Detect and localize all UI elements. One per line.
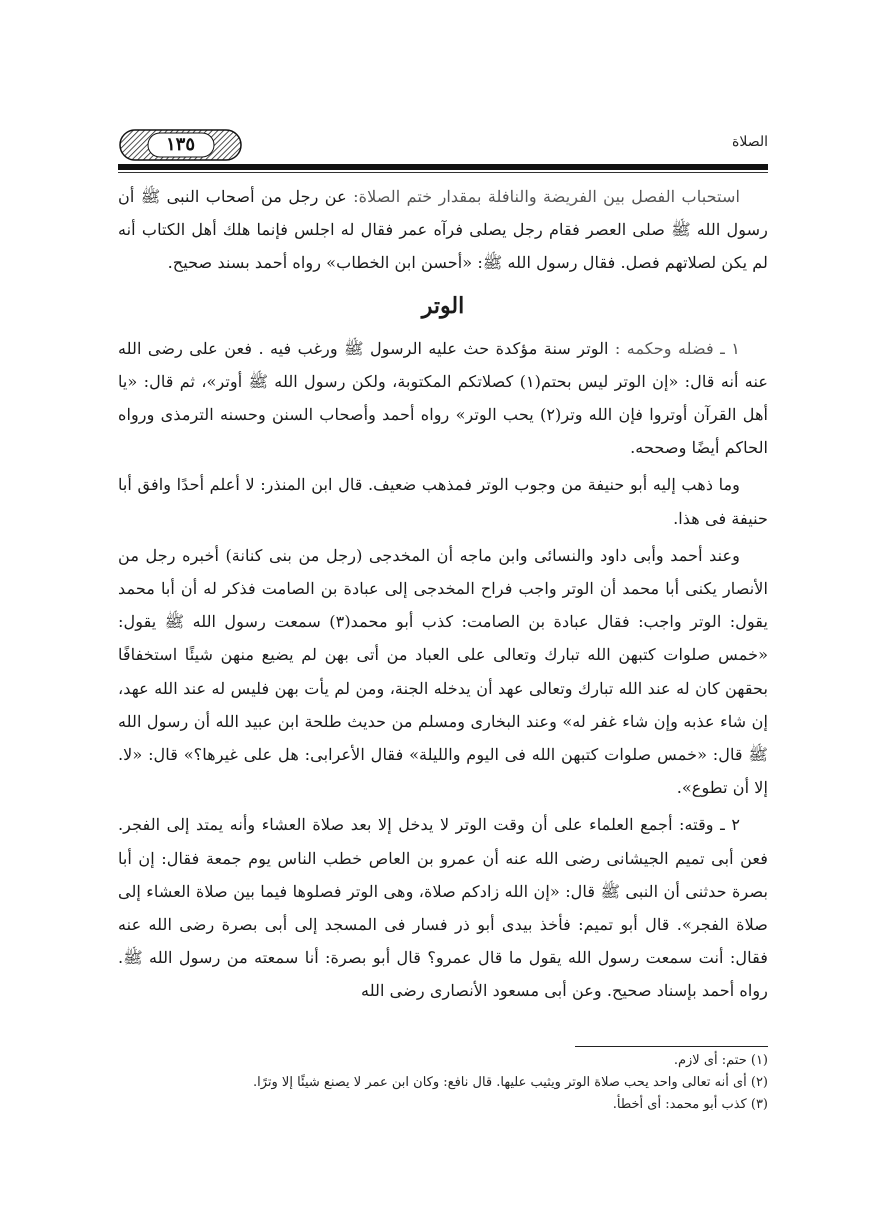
footnote-2: (٢) أى أنه تعالى واحد يحب صلاة الوتر ويثيب عليها. قال نافع: وكان ابن عمر لا يصنع شيئًا إلا وترًا. bbox=[252, 1075, 768, 1090]
footnote-1: (١) حتم: أى لازم. bbox=[673, 1053, 768, 1068]
paragraph-lead: ٢ ـ وقته: bbox=[679, 815, 741, 835]
paragraph-text: أجمع العلماء على أن وقت الوتر لا يدخل إلا بعد صلاة العشاء وأنه يمتد إلى الفجر. فعن أبى تميم الجيشانى رضى الله عنه أن عمرو بن العاص خطب الناس يوم جمعة فقال: إن أبا بصرة حدثنى أن النبى ﷺ قال: «إن الله زادكم صلاة، وهى الوتر فصلوها فيما بين صلاة العشاء إلى صلاة الفجر». قال أبو تميم: فأخذ بيدى أبو ذر فسار فى المسجد إلى أبى بصرة رضى الله عنه فقال: أنت سمعت رسول الله يقول ما قال عمرو؟ قال أبو بصرة: أنا سمعته من رسول الله ﷺ. رواه أحمد بإسناد صحيح. وعن أبى مسعود الأنصارى رضى الله bbox=[118, 815, 768, 1001]
paragraph-text: الوتر سنة مؤكدة حث عليه الرسول ﷺ ورغب فيه . فعن على رضى الله عنه أنه قال: «إن الوتر ليس بحتم(١) كصلاتكم المكتوبة، ولكن رسول الله ﷺ أوتر»، ثم قال: «يا أهل القرآن أوتروا فإن الله وتر(٢) يحب الوتر» رواه أحمد وأصحاب السنن وحسنه الترمذى ورواه الحاكم أيضًا وصححه. bbox=[118, 338, 768, 458]
paragraph-lead: استحباب الفصل بين الفريضة والنافلة بمقدار ختم الصلاة: bbox=[353, 187, 740, 206]
main-text bbox=[118, 180, 768, 1008]
running-title: الصلاة bbox=[732, 134, 768, 150]
paragraph-text: عن رجل من أصحاب النبى ﷺ أن رسول الله ﷺ صلى العصر فقام رجل يصلى فرآه عمر فقال له اجلس فإنما هلك أهل الكتاب أنه لم يكن لصلاتهم فصل. فقال رسول الله ﷺ: «أحسن ابن الخطاب» رواه أحمد بسند صحيح. bbox=[118, 187, 768, 273]
page-number: ١٣٥ bbox=[165, 134, 195, 155]
header-rule-thin bbox=[118, 172, 768, 173]
header-rule-thick bbox=[118, 164, 768, 170]
paragraph-virtue bbox=[118, 332, 768, 465]
paragraph-abu-hanifa: وما ذهب إليه أبو حنيفة من وجوب الوتر فمذهب ضعيف. قال ابن المنذر: لا أعلم أحدًا وافق أبا حنيفة فى هذا. bbox=[118, 475, 768, 528]
page-header bbox=[118, 128, 768, 176]
footnote-rule bbox=[575, 1046, 768, 1047]
footnote-3: (٣) كذب أبو محمد: أى أخطأ. bbox=[612, 1097, 768, 1112]
paragraph-mukhdaji: وعند أحمد وأبى داود والنسائى وابن ماجه أن المخدجى (رجل من بنى كنانة) أخبره رجل من الأنصار يكنى أبا محمد أن الوتر واجب فراح المخدجى إلى عبادة بن الصامت فذكر له أن أبا محمد يقول: الوتر واجب: فقال عبادة بن الصامت: كذب أبو محمد(٣) سمعت رسول الله ﷺ يقول: «خمس صلوات كتبهن الله تبارك وتعالى على العباد من أتى بهن لم يضيع منهن شيئًا استخفافًا بحقهن كان له عند الله تبارك وتعالى عهد أن يدخله الجنة، ومن لم يأت بهن فليس له عند الله عهد، إن شاء عذبه وإن شاء غفر له» وعند البخارى ومسلم من حديث طلحة ابن عبيد الله أن رسول الله ﷺ قال: «خمس صلوات كتبهن الله فى اليوم والليلة» فقال الأعرابى: هل على غيرها؟» قال: «لا. إلا أن تطوع». bbox=[118, 545, 768, 798]
section-title: الوتر bbox=[421, 292, 465, 319]
paragraph-separation bbox=[118, 180, 768, 280]
footnotes bbox=[118, 1050, 768, 1116]
paragraph-time bbox=[118, 808, 768, 1007]
paragraph-lead: ١ ـ فضله وحكمه : bbox=[614, 338, 740, 358]
page-number-ornament bbox=[118, 128, 243, 162]
